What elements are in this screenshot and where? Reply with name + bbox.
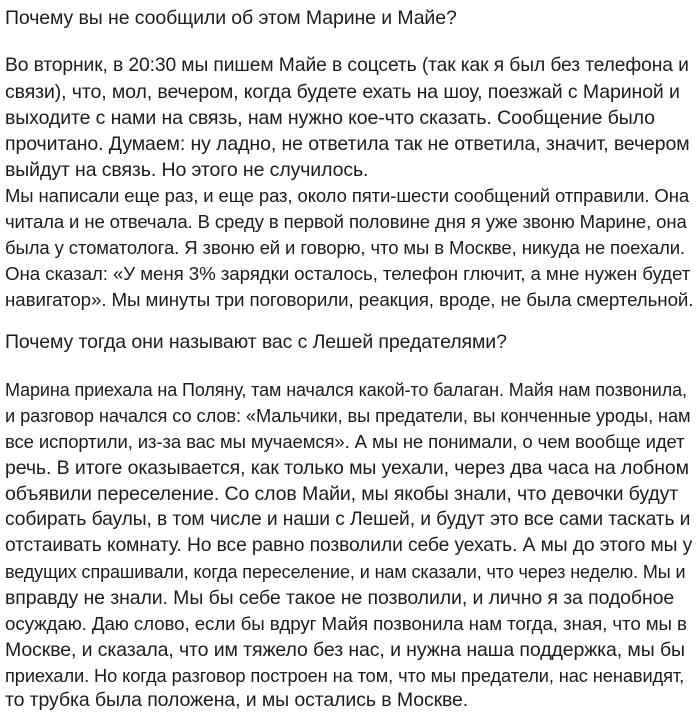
paragraph-line: собирать баулы, в том числе и наши с Лешей, и будут это все сами таскать и xyxy=(5,509,691,530)
paragraph-line: выходите с нами на связь, нам нужно кое-что сказать. Сообщение было xyxy=(5,107,655,129)
question-heading: Почему тогда они называют вас с Лешей предателями? xyxy=(5,331,507,353)
paragraph-line: Она сказал: «У меня 3% зарядки осталось, телефон глючит, а мне нужен будет xyxy=(5,263,691,284)
paragraph-line: то трубка была положена, и мы остались в Москве. xyxy=(5,689,469,711)
article-text xyxy=(5,0,695,711)
paragraph-line: Мы написали еще раз, и еще раз, около пяти-шести сообщений отправили. Она xyxy=(5,185,690,206)
paragraph-line: прочитано. Думаем: ну ладно, не ответила так не ответила, значит, вечером xyxy=(5,133,690,155)
paragraph-line: вправду не знали. Мы бы себе такое не позволили, и лично я за подобное xyxy=(5,587,675,609)
paragraph-line: Марина приехала на Поляну, там начался какой-то балаган. Майя нам позвонила, xyxy=(5,380,687,400)
paragraph-line: осуждаю. Даю слово, если бы вдруг Майя позвонила нам тогда, зная, что мы в xyxy=(5,613,687,634)
paragraph-line: объявили переселение. Со слов Майи, мы якобы знали, что девочки будут xyxy=(5,483,679,505)
paragraph-line: все испортили, из-за вас мы мучаемся». А мы не понимали, о чем вообще идет xyxy=(5,431,685,452)
paragraph-line: читала и не отвечала. В среду в первой половине дня я уже звоню Марине, она xyxy=(5,211,687,232)
paragraph-line: речь. В итоге оказывается, как только мы уехали, через два часа на лобном xyxy=(5,457,689,479)
paragraph-line: и разговор начался со слов: «Мальчики, вы предатели, вы конченные уроды, нам xyxy=(5,405,691,426)
paragraph-line: была у стоматолога. Я звоню ей и говорю, что мы в Москве, никуда не поехали. xyxy=(5,237,686,258)
paragraph-line: навигатор». Мы минуты три поговорили, реакция, вроде, не была смертельной. xyxy=(5,289,694,310)
paragraph-line: Во вторник, в 20:30 мы пишем Майе в соцсеть (так как я был без телефона и xyxy=(5,55,689,76)
paragraph-line: приехали. Но когда разговор построен на том, что мы предатели, нас ненавидят, xyxy=(5,665,685,686)
question-heading: Почему вы не сообщили об этом Марине и Майе? xyxy=(5,7,457,29)
paragraph-line: отстаивать комнату. Но все равно позволили себе уехать. А мы до этого мы у xyxy=(5,535,693,556)
paragraph-line: выйдут на связь. Но этого не случилось. xyxy=(5,159,369,181)
paragraph-line: связи), что, мол, вечером, когда будете ехать на шоу, поезжай с Мариной и xyxy=(5,81,680,103)
paragraph-line: ведущих спрашивали, когда переселение, и нам сказали, что через неделю. Мы и xyxy=(5,562,686,582)
paragraph-line: Москве, и сказала, что им тяжело без нас, и нужна наша поддержка, мы бы xyxy=(5,639,685,661)
